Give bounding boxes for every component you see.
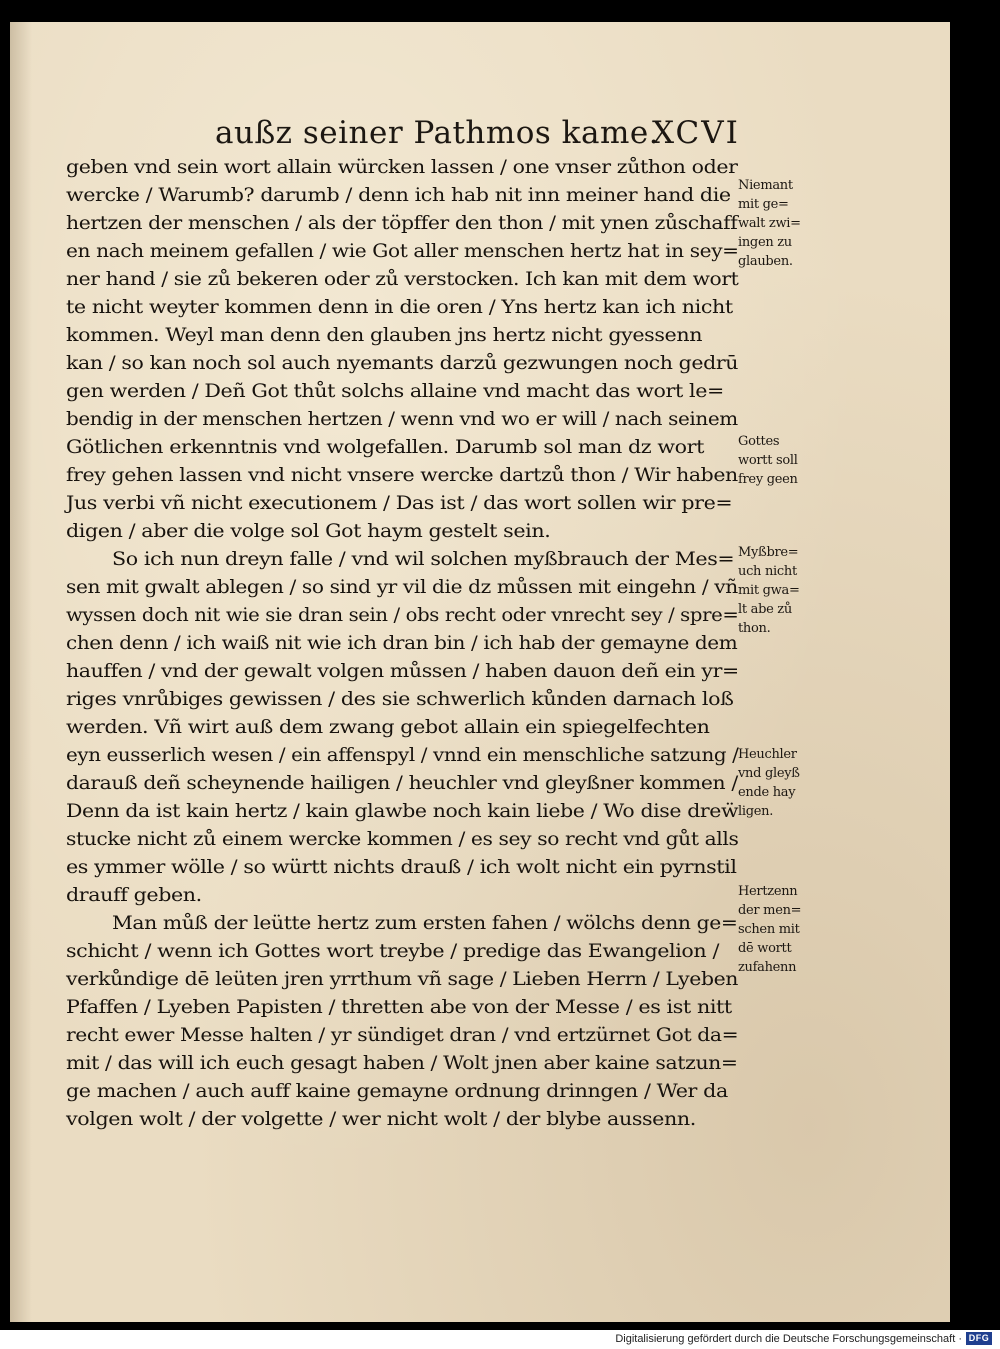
text-line: wercke / Warumb? darumb / denn ich hab nit inn meiner hand die <box>66 185 731 206</box>
margin-note-line: wortt soll <box>738 453 798 468</box>
text-line: ner hand / sie zů bekeren oder zů verstocken. Ich kan mit dem wort <box>66 269 739 290</box>
text-line: bendig in der menschen hertzen / wenn vnd wo er will / nach seinem <box>66 409 738 430</box>
text-line: werden. Vñ wirt auß dem zwang gebot allain ein spiegelfechten <box>66 717 710 738</box>
folio-number: XCVI <box>652 115 740 151</box>
margin-note-line: ligen. <box>738 804 774 819</box>
text-line: eyn eusserlich wesen / ein affenspyl / vnnd ein menschliche satzung / <box>66 745 739 766</box>
dfg-logo: DFG <box>966 1332 992 1345</box>
margin-note <box>738 432 824 489</box>
text-line: es ymmer wölle / so württ nichts drauß / ich wolt nicht ein pyrnstil <box>66 857 737 878</box>
text-line: schicht / wenn ich Gottes wort treybe / predige das Ewangelion / <box>66 941 720 962</box>
text-line: volgen wolt / der volgette / wer nicht wolt / der blybe aussenn. <box>66 1109 696 1130</box>
margin-note-line: Myßbre= <box>738 545 799 560</box>
text-line: en nach meinem gefallen / wie Got aller menschen hertz hat in sey= <box>66 241 739 262</box>
text-line: te nicht weyter kommen denn in die oren / Yns hertz kan ich nicht <box>66 297 733 318</box>
margin-note-line: walt zwi= <box>738 216 801 231</box>
text-line: gen werden / Deñ Got thůt solchs allaine vnd macht das wort le= <box>66 381 724 402</box>
margin-note-line: Hertzenn <box>738 884 798 899</box>
text-line: frey gehen lassen vnd nicht vnsere wercke dartzů thon / Wir haben <box>66 465 738 486</box>
margin-note-line: ingen zu <box>738 235 792 250</box>
text-line: chen denn / ich waiß nit wie ich dran bin / ich hab der gemayne dem <box>66 633 738 654</box>
margin-note-line: Gottes <box>738 434 780 449</box>
margin-note-line: glauben. <box>738 254 793 269</box>
text-line: digen / aber die volge sol Got haym gestelt sein. <box>66 521 551 542</box>
text-line: darauß deñ scheynende hailigen / heuchler vnd gleyßner kommen / <box>66 773 738 794</box>
text-line: recht ewer Messe halten / yr sündiget dran / vnd ertzürnet Got da= <box>66 1025 739 1046</box>
margin-note <box>738 882 824 977</box>
margin-note-line: uch nicht <box>738 564 797 579</box>
text-line: So ich nun dreyn falle / vnd wil solchen myßbrauch der Mes= <box>112 549 735 570</box>
text-line: wyssen doch nit wie sie dran sein / obs recht oder vnrecht sey / spre= <box>66 605 739 626</box>
text-line: hauffen / vnd der gewalt volgen můssen / haben dauon deñ ein yr= <box>66 661 739 682</box>
gutter-shadow <box>10 22 32 1322</box>
text-line: Pfaffen / Lyeben Papisten / thretten abe von der Messe / es ist nitt <box>66 997 732 1018</box>
text-line: Denn da ist kain hertz / kain glawbe noch kain liebe / Wo dise dreẅ <box>66 801 739 822</box>
margin-note-line: ende hay <box>738 785 796 800</box>
margin-note-line: frey geen <box>738 472 798 487</box>
margin-note-line: Heuchler <box>738 747 797 762</box>
text-line: stucke nicht zů einem wercke kommen / es sey so recht vnd gůt alls <box>66 829 739 850</box>
text-line: Götlichen erkenntnis vnd wolgefallen. Darumb sol man dz wort <box>66 437 704 458</box>
margin-note-line: schen mit <box>738 922 800 937</box>
text-line: mit / das will ich euch gesagt haben / Wolt jnen aber kaine satzun= <box>66 1053 738 1074</box>
running-head: außz seiner Pathmos kame. <box>215 115 660 151</box>
margin-note <box>738 745 824 821</box>
text-line: drauff geben. <box>66 885 202 906</box>
text-line: Man můß der leütte hertz zum ersten fahen / wölchs denn ge= <box>112 913 738 934</box>
margin-note-line: der men= <box>738 903 802 918</box>
text-line: sen mit gwalt ablegen / so sind yr vil die dz můssen mit eingehn / vñ <box>66 577 738 598</box>
margin-note <box>738 176 824 271</box>
margin-note-line: zufahenn <box>738 960 797 975</box>
margin-note-line: dē wortt <box>738 941 792 956</box>
text-line: kan / so kan noch sol auch nyemants darzů gezwungen noch gedrū <box>66 353 739 374</box>
funding-credit: Digitalisierung gefördert durch die Deutsche Forschungsgemeinschaft · <box>615 1333 962 1345</box>
margin-note-line: mit gwa= <box>738 583 800 598</box>
margin-note-line: vnd gleyß <box>738 766 800 781</box>
margin-note-line: mit ge= <box>738 197 789 212</box>
margin-note-line: Niemant <box>738 178 793 193</box>
text-line: geben vnd sein wort allain würcken lassen / one vnser zůthon oder <box>66 157 738 178</box>
text-line: kommen. Weyl man denn den glauben jns hertz nicht gyessenn <box>66 325 703 346</box>
margin-note-line: lt abe zů <box>738 602 792 617</box>
text-line: Jus verbi vñ nicht executionem / Das ist / das wort sollen wir pre= <box>66 493 733 514</box>
margin-note-line: thon. <box>738 621 771 636</box>
text-line: verkůndige dē leüten jren yrrthum vñ sage / Lieben Herrn / Lyeben <box>66 969 738 990</box>
text-line: riges vnrůbiges gewissen / des sie schwerlich kůnden darnach loß <box>66 689 734 710</box>
text-line: hertzen der menschen / als der töpffer den thon / mit ynen zůschaff <box>66 213 738 234</box>
text-line: ge machen / auch auff kaine gemayne ordnung drinngen / Wer da <box>66 1081 728 1102</box>
margin-note <box>738 543 824 638</box>
